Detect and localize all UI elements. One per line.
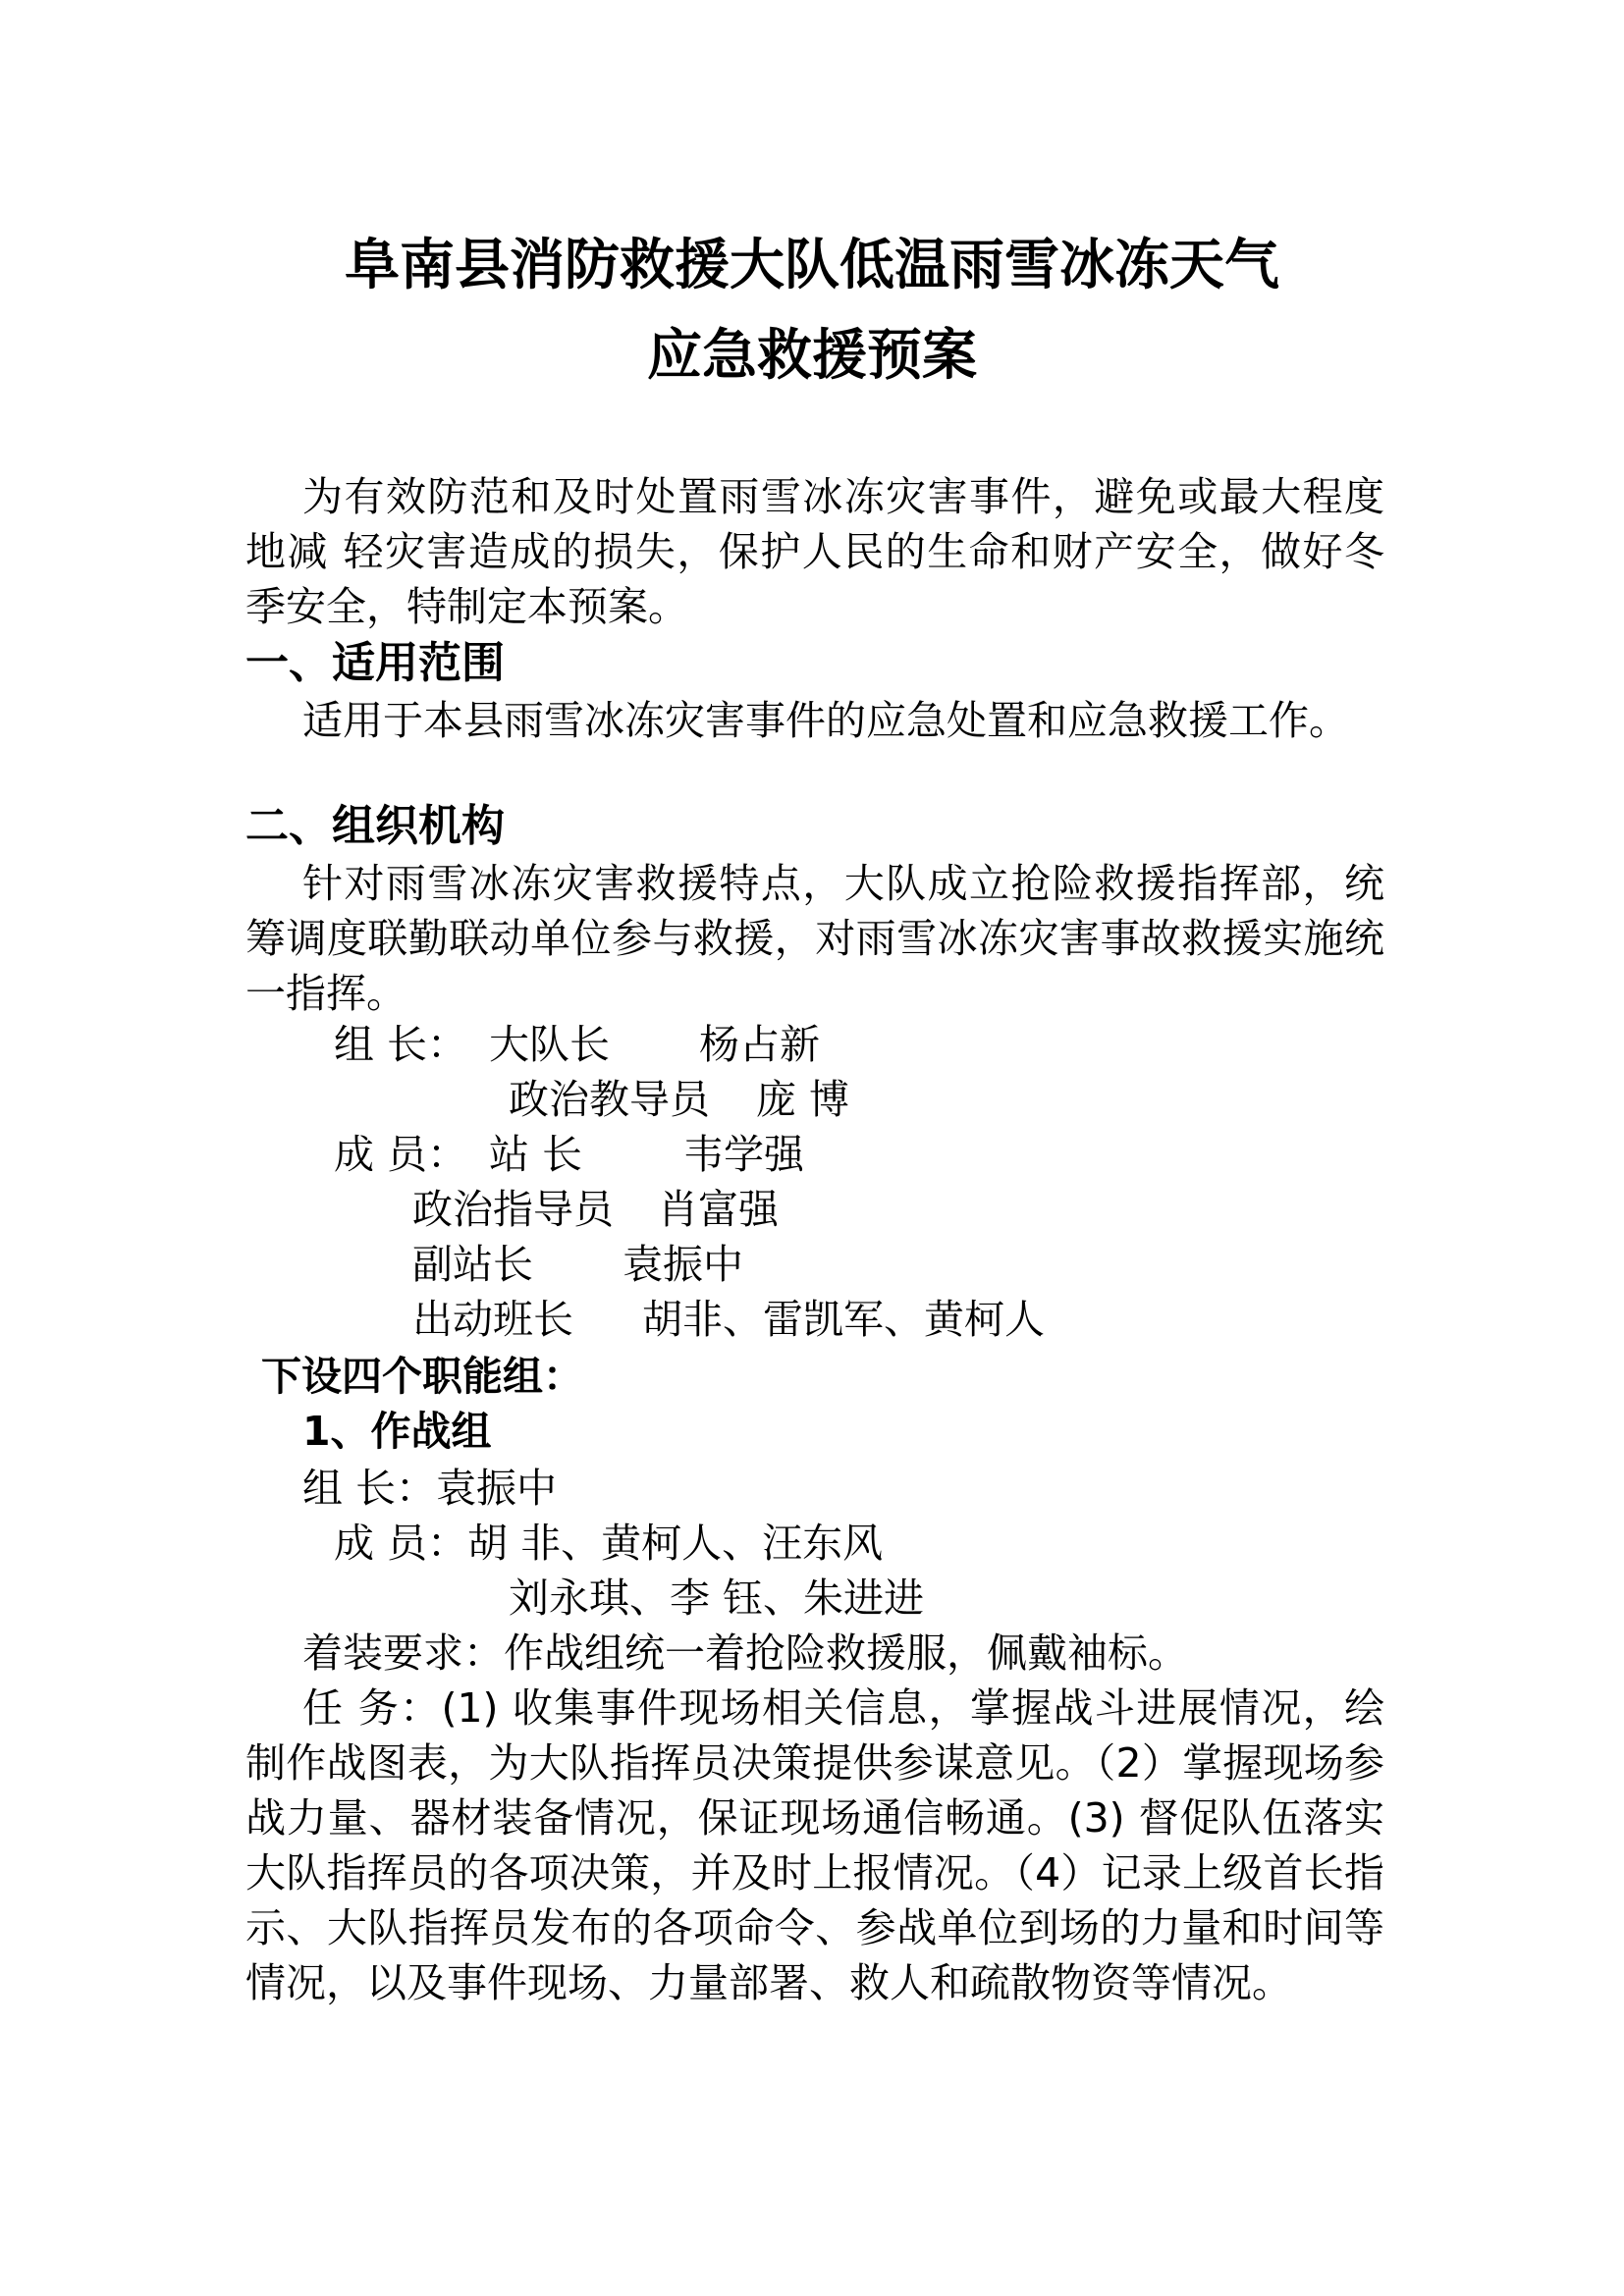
group1-members-line2: 刘永琪、李 钰、朱进进 — [509, 1575, 925, 1622]
member-role3: 副站长 — [412, 1241, 533, 1288]
member-name1: 韦学强 — [683, 1131, 804, 1178]
document-title-line2: 应急救援预案 — [647, 324, 977, 388]
member-name4: 胡非、雷凯军、黄柯人 — [642, 1296, 1045, 1343]
member-role1: 站 长 — [489, 1131, 583, 1178]
section2-body: 针对雨雪冰冻灾害救援特点，大队成立抢险救援指挥部，统筹调度联勤联动单位参与救援，对雨雪冰冻灾害事故救援实施统一指挥。 — [245, 860, 1384, 1017]
leader-role1: 大队长 — [489, 1021, 610, 1068]
leader-label: 组 长： — [334, 1021, 468, 1068]
leader-name2: 庞 博 — [756, 1076, 850, 1123]
section1-body: 适用于本县雨雪冰冻灾害事件的应急处置和应急救援工作。 — [302, 697, 1349, 744]
leader-name1: 杨占新 — [699, 1021, 820, 1068]
group1-leader: 组 长：袁振中 — [302, 1465, 558, 1512]
member-name3: 袁振中 — [623, 1241, 743, 1288]
member-name2: 肖富强 — [658, 1186, 779, 1233]
document-title-line1: 阜南县消防救援大队低温雨雪冰冻天气 — [345, 234, 1279, 297]
group1-tasks: 任 务：(1) 收集事件现场相关信息，掌握战斗进展情况，绘制作战图表，为大队指挥员决策提供参谋意见。（2）掌握现场参战力量、器材装备情况，保证现场通信畅通。(3) 督促队伍落实大队指挥员的各项决策，并及时上报情况。（4）记录上级首长指示、大队指挥员发布的各项命令、参战单位到场的力量和时间等情况，以及事件现场、力量部署、救人和疏散物资等情况。 — [245, 1684, 1384, 2006]
section1-heading: 一、适用范围 — [245, 638, 505, 688]
leader-role2: 政治教导员 — [509, 1076, 710, 1123]
member-role4: 出动班长 — [412, 1296, 573, 1343]
member-role2: 政治指导员 — [412, 1186, 614, 1233]
section2-heading: 二、组织机构 — [245, 801, 505, 851]
intro-paragraph: 为有效防范和及时处置雨雪冰冻灾害事件，避免或最大程度地减 轻灾害造成的损失，保护人民的生命和财产安全，做好冬季安全，特制定本预案。 — [245, 473, 1384, 630]
groups-heading: 下设四个职能组： — [261, 1353, 583, 1400]
group1-members-line1: 成 员：胡 非、黄柯人、汪东风 — [334, 1520, 884, 1567]
group1-heading: 1、作战组 — [302, 1408, 492, 1455]
group1-dress: 着装要求：作战组统一着抢险救援服，佩戴袖标。 — [302, 1629, 1188, 1677]
member-label: 成 员： — [334, 1131, 468, 1178]
